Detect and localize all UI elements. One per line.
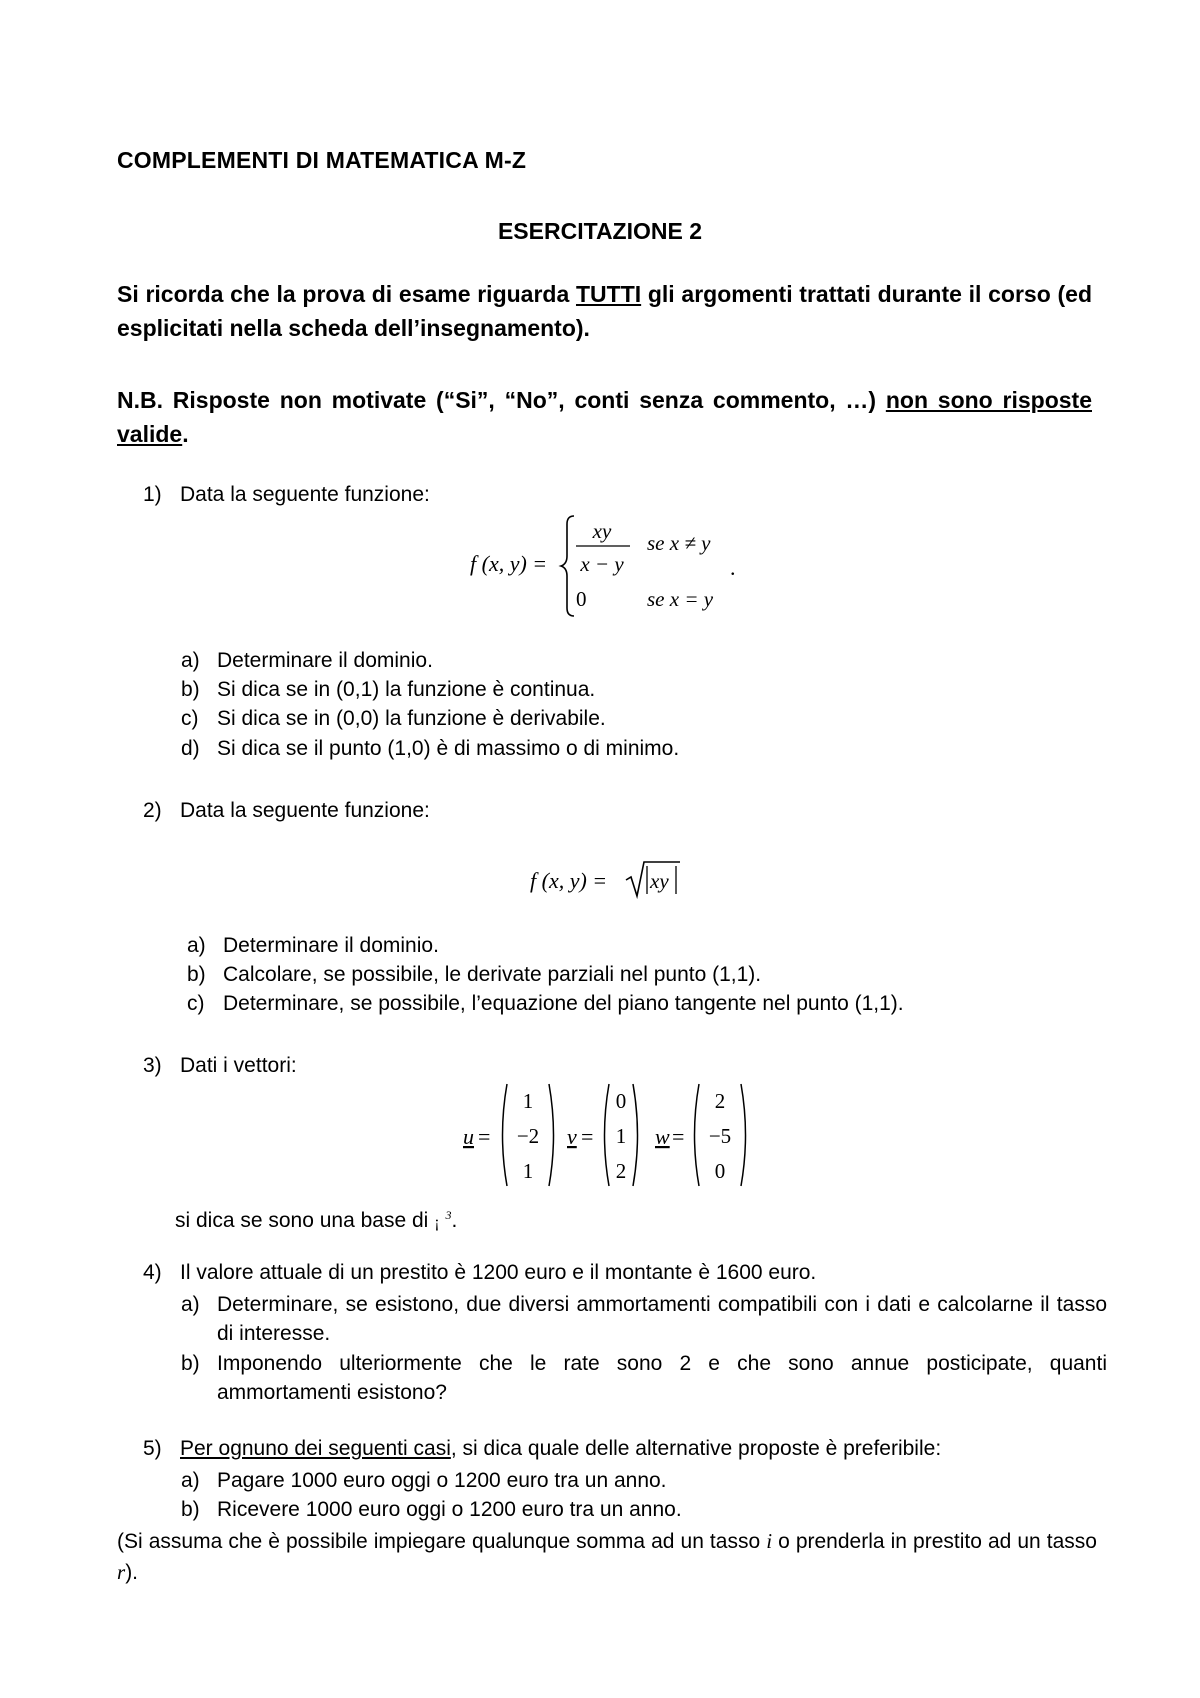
vector-v-name: v xyxy=(567,1124,577,1149)
radicand: xy xyxy=(650,869,669,893)
nb-note: N.B. Risposte non motivate (“Si”, “No”, conti senza commento, …) non sono risposte valide. xyxy=(117,387,1092,447)
emphasis-tutti: TUTTI xyxy=(575,281,642,307)
exam-reminder: Si ricorda che la prova di esame riguarda TUTTI gli argomenti trattati durante il corso (ed esplicitati nella scheda dell’insegnamento). xyxy=(117,281,1092,341)
question-4-number: 4) xyxy=(143,1261,162,1284)
piecewise-formula xyxy=(470,512,750,620)
question-4-text: Il valore attuale di un prestito è 1200 euro e il montante è 1600 euro. xyxy=(180,1261,817,1284)
formula-2-lhs: f (x, y) = xyxy=(530,868,608,893)
vector-v-2: 2 xyxy=(615,1159,627,1183)
vector-u-paren-right xyxy=(549,1084,554,1186)
vector-v-eq: = xyxy=(581,1124,594,1149)
question-3-followup: si dica se sono una base di ¡ $^3$. xyxy=(175,1208,458,1232)
vector-w-paren-left xyxy=(695,1084,700,1186)
formula-period: . xyxy=(730,555,736,580)
vector-w-0: 2 xyxy=(714,1089,726,1113)
vector-u-paren-left xyxy=(503,1084,508,1186)
vector-w-1: −5 xyxy=(708,1124,732,1148)
left-brace xyxy=(561,516,574,616)
fraction-denominator: x − y xyxy=(580,552,624,576)
vector-u-0: 1 xyxy=(522,1089,534,1113)
formula-lhs: f (x, y) = xyxy=(470,551,548,576)
vector-v-paren-right xyxy=(633,1084,638,1186)
question-3-text: Dati i vettori: xyxy=(180,1054,297,1077)
condition-2: se x = y xyxy=(647,587,714,611)
vector-w-paren-right xyxy=(741,1084,746,1186)
question-3-number: 3) xyxy=(143,1054,162,1077)
sqrt-formula xyxy=(530,858,690,902)
real-space-symbol: ¡ xyxy=(434,1214,440,1231)
exercise-title: ESERCITAZIONE 2 xyxy=(497,218,703,244)
question-1-text: Data la seguente funzione: xyxy=(180,483,430,506)
vector-u-2: 1 xyxy=(522,1159,534,1183)
real-space-exponent: 3 xyxy=(445,1208,452,1222)
vector-u-1: −2 xyxy=(516,1124,540,1148)
piece-value-2: 0 xyxy=(576,587,587,611)
question-1-number: 1) xyxy=(143,483,162,506)
question-2-text: Data la seguente funzione: xyxy=(180,799,430,822)
question-5-text: Per ognuno dei seguenti casi, si dica quale delle alternative proposte è preferibile: xyxy=(180,1437,942,1460)
vector-u-eq: = xyxy=(478,1124,491,1149)
vector-u-name: u xyxy=(463,1124,474,1149)
question-2-number: 2) xyxy=(143,799,162,822)
condition-1: se x ≠ y xyxy=(647,531,711,555)
vectors-formula xyxy=(455,1080,755,1192)
vector-v-paren-left xyxy=(605,1084,610,1186)
vector-w-eq: = xyxy=(672,1124,685,1149)
vector-w-2: 0 xyxy=(714,1159,726,1183)
fraction-numerator: xy xyxy=(592,519,612,543)
emphasis-invalid-answers: non sono risposte valide xyxy=(117,387,1092,447)
vector-v-1: 1 xyxy=(615,1124,627,1148)
course-title: COMPLEMENTI DI MATEMATICA M-Z xyxy=(117,147,527,173)
vector-w-name: w xyxy=(655,1124,670,1149)
question-5-note: (Si assuma che è possibile impiegare qualunque somma ad un tasso i o prenderla in prestito ad un tasso r). xyxy=(117,1529,1097,1584)
vector-v-0: 0 xyxy=(615,1089,627,1113)
document-page: COMPLEMENTI DI MATEMATICA M-Z ESERCITAZIONE 2 Si ricorda che la prova di esame riguarda TUTTI gli argomenti trattati durante il corso (ed esplicitati nella scheda dell’insegnamento). N.B. Risposte non motivate (“Si”, “No”, conti senza commento, …) non sono risposte valide. 1) Data la seguente funzione: f (x, y) = xy x − y se x ≠ y 0 se x = y . a) Determinare il dominio. b) Si dica se in (0,1) la funzione è continua. c) Si dica se in (0,0) la funzione è derivabile. d) Si dica se il punto (1,0) è di massimo o di minimo. 2) Data la seguente funzione: f (x, y) = xy a) Determinare il dominio. b) Calcolare, se possibile, le derivate parziali nel punto (1,1). c) Determinare, se possibile, l’equazione del piano tangente nel punto (1,1). 3) Dati i vettori: u = 1 −2 1 v = 0 1 2 w = 2 −5 0 si dica se sono una base di ¡ $^3$. 4) Il valore attuale di un prestito è 1200 euro e il montante è 1600 euro. a) Determinare, se esistono, due diversi ammortamenti compatibili con i dati e calcolarne il tasso di interesse. b) Imponendo ulteriormente che le rate sono 2 e che sono annue posticipate, quanti ammortamenti esistono? 5) Per ognuno dei seguenti casi, si dica quale delle alternative proposte è preferibile: a) Pagare 1000 euro oggi o 1200 euro tra un anno. b) Ricevere 1000 euro oggi o 1200 euro tra un anno. (Si assuma che è possibile impiegare qualunque somma ad un tasso i o prenderla in prestito ad un tasso r). xyxy=(0,0,1200,1698)
question-5-number: 5) xyxy=(143,1437,162,1460)
